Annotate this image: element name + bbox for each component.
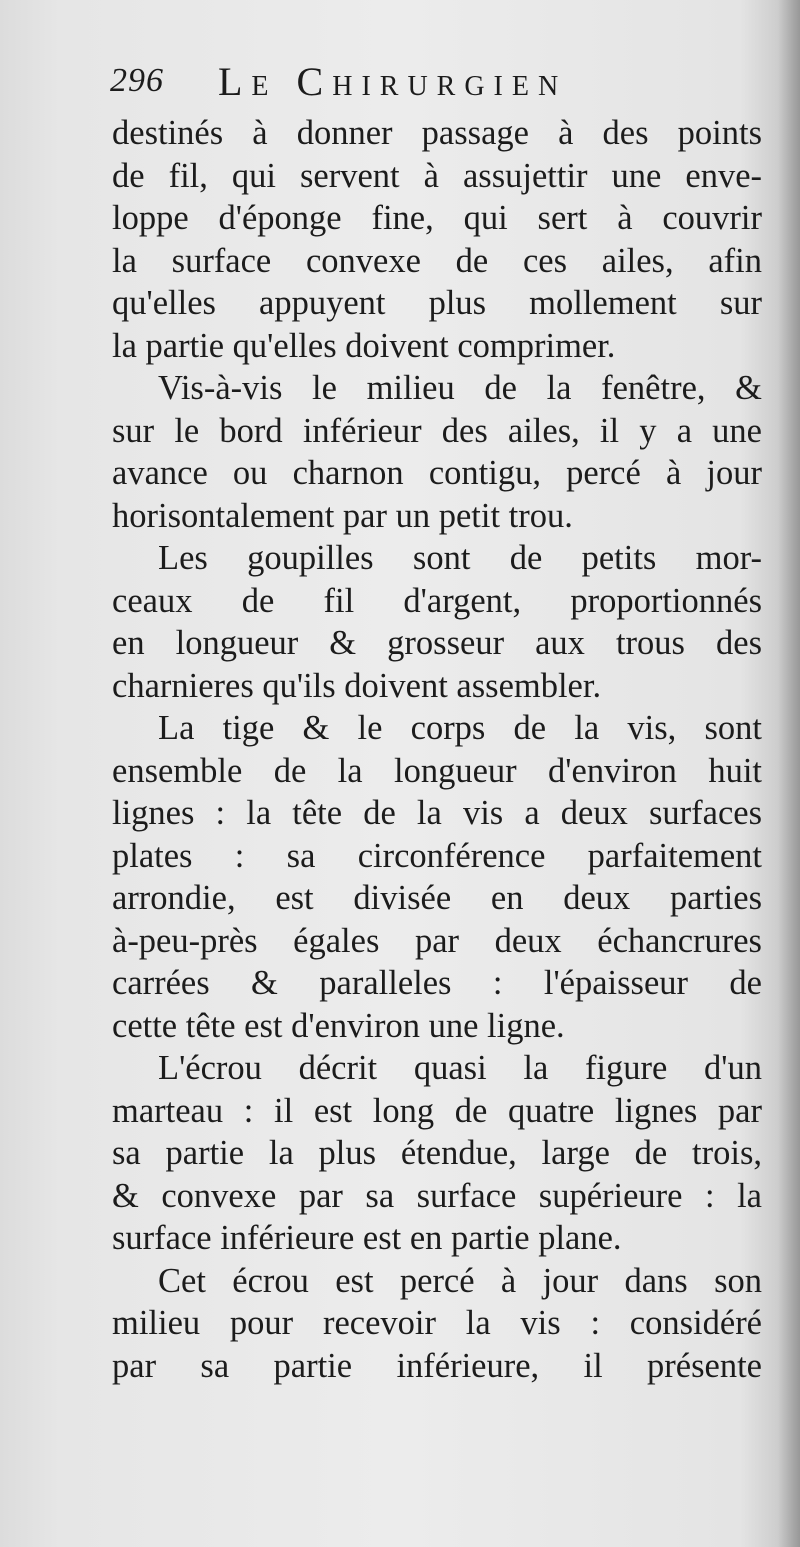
text-line: horisontalement par un petit trou. [112, 496, 573, 535]
text-line: loppe d'éponge fine, qui sert à couvrir [112, 199, 762, 237]
text-line: plates : sa circonférence parfaitement [112, 836, 762, 875]
text-line: sa partie la plus étendue, large de trois, [112, 1134, 762, 1172]
text-line: milieu pour recevoir la vis : considéré [112, 1304, 762, 1342]
text-line: de fil, qui servent à assujettir une enve- [112, 156, 762, 195]
body-text [112, 112, 762, 1387]
text-line: arrondie, est divisée en deux parties [112, 879, 762, 917]
running-head [110, 58, 730, 108]
text-line: Cet écrou est percé à jour dans son [158, 1261, 762, 1300]
page-gutter-shadow [778, 0, 800, 1547]
text-line: en longueur & grosseur aux trous des [112, 624, 762, 662]
text-line: ensemble de la longueur d'environ huit [112, 751, 762, 790]
text-line: marteau : il est long de quatre lignes par [112, 1091, 762, 1130]
text-line: la surface convexe de ces ailes, afin [112, 241, 762, 280]
text-line: la partie qu'elles doivent comprimer. [112, 326, 616, 365]
text-line: qu'elles appuyent plus mollement sur [112, 284, 762, 322]
page-number: 296 [110, 62, 164, 99]
text-line: ceaux de fil d'argent, proportionnés [112, 581, 762, 620]
text-line: Les goupilles sont de petits mor- [158, 539, 762, 577]
text-line: destinés à donner passage à des points [112, 114, 762, 152]
text-line: lignes : la tête de la vis a deux surfaces [112, 794, 762, 832]
text-line: & convexe par sa surface supérieure : la [112, 1176, 762, 1215]
text-line: surface inférieure est en partie plane. [112, 1219, 622, 1257]
text-line: sur le bord inférieur des ailes, il y a une [112, 411, 762, 450]
text-line: carrées & paralleles : l'épaisseur de [112, 964, 762, 1002]
text-line: avance ou charnon contigu, percé à jour [112, 454, 762, 492]
text-line: par sa partie inférieure, il présente [112, 1346, 762, 1385]
text-line: cette tête est d'environ une ligne. [112, 1006, 565, 1045]
text-line: L'écrou décrit quasi la figure d'un [158, 1049, 762, 1087]
running-title: Le Chirurgien [218, 59, 568, 104]
text-line: Vis-à-vis le milieu de la fenêtre, & [158, 369, 762, 407]
text-line: charnieres qu'ils doivent assembler. [112, 666, 602, 705]
text-line: à-peu-près égales par deux échancrures [112, 921, 762, 960]
text-line: La tige & le corps de la vis, sont [158, 709, 762, 747]
